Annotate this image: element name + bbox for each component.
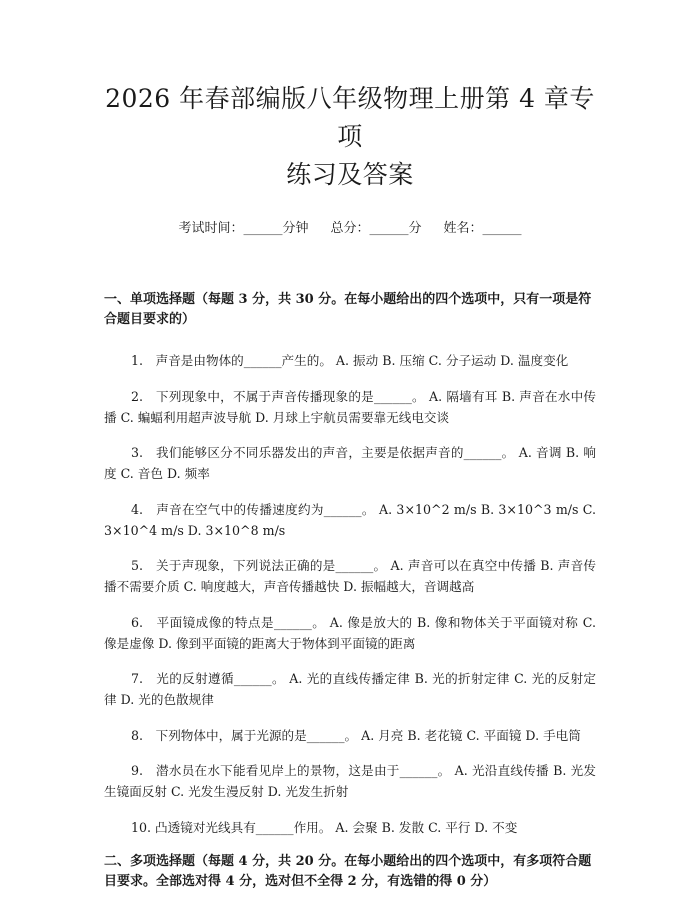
question-item: 1. 声音是由物体的______产生的。 A. 振动 B. 压缩 C. 分子运动 D. 温度变化: [131, 353, 569, 368]
section-single-choice: [104, 290, 596, 838]
question-item: 2. 下列现象中，不属于声音传播现象的是______。 A. 隔墙有耳 B. 声音在水中传播 C. 蝙蝠利用超声波导航 D. 月球上宇航员需要靠无线电交谈: [104, 388, 596, 425]
question-item: 6. 平面镜成像的特点是______。 A. 像是放大的 B. 像和物体关于平面镜对称 C. 像是虚像 D. 像到平面镜的距离大于物体到平面镜的距离: [104, 614, 596, 651]
question-item: 5. 关于声现象，下列说法正确的是______。 A. 声音可以在真空中传播 B. 声音传播不需要介质 C. 响度越大，声音传播越快 D. 振幅越大，音调越高: [104, 558, 596, 594]
exam-time-field: 考试时间：______分钟: [178, 221, 309, 236]
question-item: 10. 凸透镜对光线具有______作用。 A. 会聚 B. 发散 C. 平行 D. 不变: [131, 819, 518, 835]
section-heading: 二、多项选择题（每题 4 分，共 20 分。在每小题给出的四个选项中，有多项符合题目要求。全部选对得 4 分，选对但不全得 2 分，有选错的得 0 分）: [104, 853, 592, 889]
document-title: [104, 0, 596, 194]
total-score-field: 总分：______分: [330, 221, 422, 236]
question-item: 8. 下列物体中，属于光源的是______。 A. 月亮 B. 老花镜 C. 平面镜 D. 手电筒: [131, 727, 581, 743]
section-multiple-choice: [104, 852, 596, 892]
question-item: 4. 声音在空气中的传播速度约为______。 A. 3×10^2 m/s B. 3×10^3 m/s C. 3×10^4 m/s D. 3×10^8 m/s: [104, 501, 596, 538]
student-name-field: 姓名：______: [443, 221, 522, 236]
exam-meta: [104, 220, 596, 238]
question-item: 9. 潜水员在水下能看见岸上的景物，这是由于______。 A. 光沿直线传播 B. 光发生镜面反射 C. 光发生漫反射 D. 光发生折射: [104, 763, 596, 799]
title-line-1: 2026 年春部编版八年级物理上册第 4 章专项: [105, 84, 595, 151]
title-line-2: 练习及答案: [286, 160, 414, 189]
question-item: 3. 我们能够区分不同乐器发出的声音，主要是依据声音的______。 A. 音调 B. 响度 C. 音色 D. 频率: [104, 445, 596, 481]
question-item: 7. 光的反射遵循______。 A. 光的直线传播定律 B. 光的折射定律 C. 光的反射定律 D. 光的色散规律: [104, 671, 596, 707]
question-list: [104, 350, 596, 838]
section-heading: 一、单项选择题（每题 3 分，共 30 分。在每小题给出的四个选项中，只有一项是符合题目要求的）: [104, 292, 592, 327]
